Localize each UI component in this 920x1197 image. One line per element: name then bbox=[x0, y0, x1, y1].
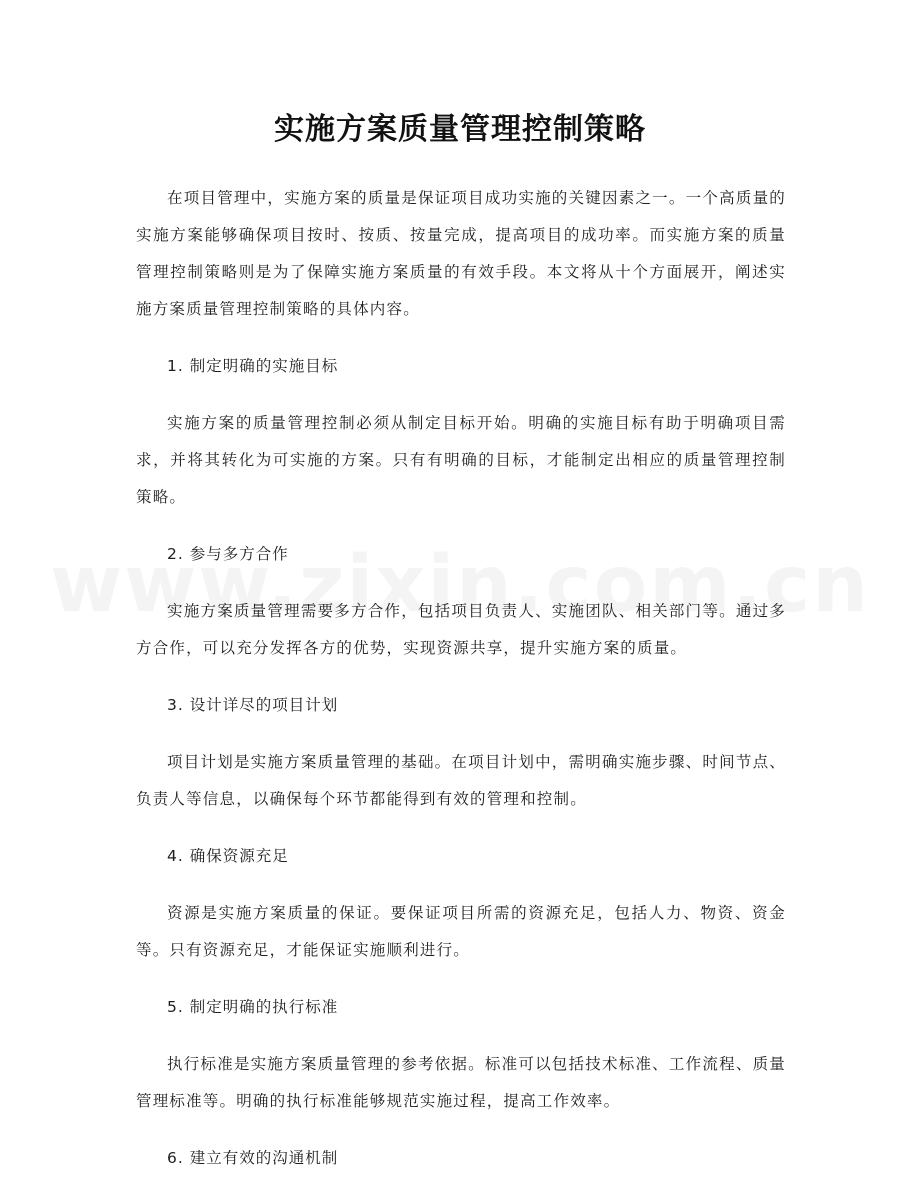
section-body-2: 实施方案质量管理需要多方合作，包括项目负责人、实施团队、相关部门等。通过多方合作，可以充分发挥各方的优势，实现资源共享，提升实施方案的质量。 bbox=[136, 602, 786, 657]
section-body-3: 项目计划是实施方案质量管理的基础。在项目计划中，需明确实施步骤、时间节点、负责人等信息，以确保每个环节都能得到有效的管理和控制。 bbox=[136, 753, 786, 808]
section-heading-1: 1. 制定明确的实施目标 bbox=[167, 357, 339, 375]
section-body-1: 实施方案的质量管理控制必须从制定目标开始。明确的实施目标有助于明确项目需求，并将其转化为可实施的方案。只有有明确的目标，才能制定出相应的质量管理控制策略。 bbox=[136, 414, 786, 506]
section-body-4: 资源是实施方案质量的保证。要保证项目所需的资源充足，包括人力、物资、资金等。只有资源充足，才能保证实施顺利进行。 bbox=[136, 904, 786, 959]
section-heading-4: 4. 确保资源充足 bbox=[167, 847, 289, 865]
section-heading-6: 6. 建立有效的沟通机制 bbox=[167, 1149, 339, 1167]
intro-paragraph: 在项目管理中，实施方案的质量是保证项目成功实施的关键因素之一。一个高质量的实施方案能够确保项目按时、按质、按量完成，提高项目的成功率。而实施方案的质量管理控制策略则是为了保障实施方案质量的有效手段。本文将从十个方面展开，阐述实施方案质量管理控制策略的具体内容。 bbox=[136, 189, 786, 318]
section-heading-2: 2. 参与多方合作 bbox=[167, 545, 289, 563]
section-heading-3: 3. 设计详尽的项目计划 bbox=[167, 696, 339, 714]
section-heading-5: 5. 制定明确的执行标准 bbox=[167, 998, 339, 1016]
section-body-5: 执行标准是实施方案质量管理的参考依据。标准可以包括技术标准、工作流程、质量管理标准等。明确的执行标准能够规范实施过程，提高工作效率。 bbox=[136, 1055, 786, 1110]
document-body bbox=[136, 180, 786, 1197]
document-title: 实施方案质量管理控制策略 bbox=[274, 112, 646, 147]
